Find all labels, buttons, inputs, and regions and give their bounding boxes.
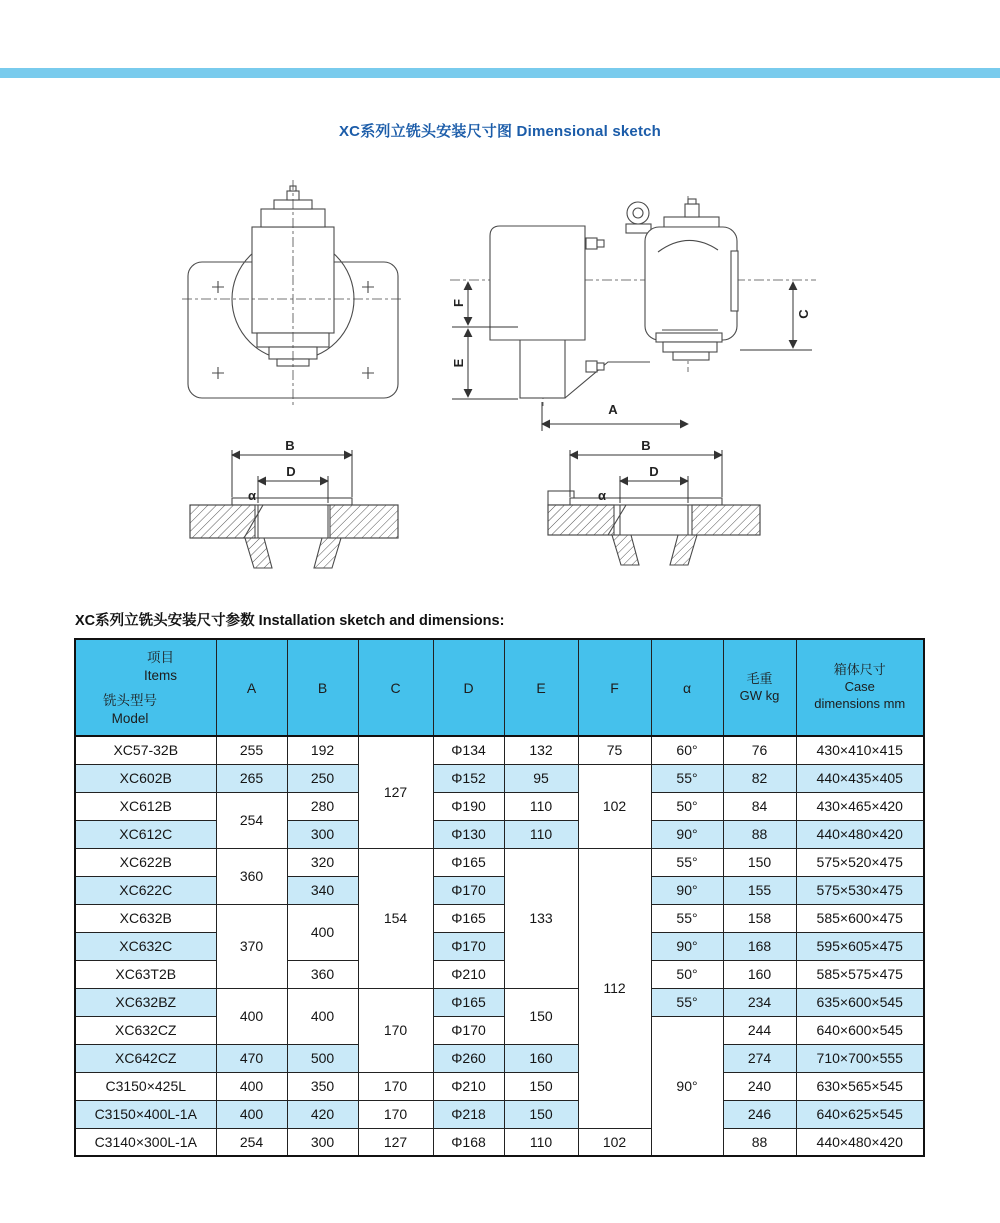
value-cell: 102	[578, 1128, 651, 1156]
section-right-dimensions	[570, 450, 722, 503]
value-cell: 90°	[651, 1016, 723, 1156]
value-cell: 95	[504, 764, 578, 792]
table-row	[75, 904, 924, 932]
value-cell: 585×575×475	[796, 960, 924, 988]
model-cell: XC602B	[75, 764, 216, 792]
value-cell: 400	[287, 988, 358, 1044]
value-cell: 280	[287, 792, 358, 820]
value-cell: 90°	[651, 820, 723, 848]
value-cell: 430×410×415	[796, 736, 924, 764]
value-cell: 320	[287, 848, 358, 876]
value-cell: 75	[578, 736, 651, 764]
value-cell: 360	[216, 848, 287, 904]
model-cell: XC612B	[75, 792, 216, 820]
value-cell: 400	[287, 904, 358, 960]
value-cell: Φ165	[433, 904, 504, 932]
value-cell: 155	[723, 876, 796, 904]
header-items-label: 项目 Items	[143, 650, 177, 684]
dim-label-d: D	[286, 464, 296, 479]
side-view-drawing	[450, 196, 816, 406]
header-col-alpha: α	[651, 639, 723, 736]
model-cell: XC622B	[75, 848, 216, 876]
table-row	[75, 1100, 924, 1128]
value-cell: 635×600×545	[796, 988, 924, 1016]
value-cell: Φ152	[433, 764, 504, 792]
value-cell: 240	[723, 1072, 796, 1100]
value-cell: Φ165	[433, 848, 504, 876]
value-cell: Φ218	[433, 1100, 504, 1128]
value-cell: 112	[578, 848, 651, 1128]
value-cell: 250	[287, 764, 358, 792]
dim-label-f: F	[451, 299, 466, 307]
dim-label-e: E	[451, 358, 466, 368]
model-cell: C3150×425L	[75, 1072, 216, 1100]
page-title: XC系列立铣头安装尺寸图 Dimensional sketch	[338, 123, 662, 140]
value-cell: Φ130	[433, 820, 504, 848]
value-cell: 300	[287, 1128, 358, 1156]
table-header-row	[75, 639, 924, 736]
value-cell: Φ190	[433, 792, 504, 820]
value-cell: Φ260	[433, 1044, 504, 1072]
dim-label-alpha: α	[248, 488, 256, 503]
value-cell: 110	[504, 1128, 578, 1156]
value-cell: 88	[723, 1128, 796, 1156]
value-cell: 158	[723, 904, 796, 932]
model-cell: XC632B	[75, 904, 216, 932]
spec-table-body	[75, 736, 924, 1156]
value-cell: 640×625×545	[796, 1100, 924, 1128]
value-cell: 595×605×475	[796, 932, 924, 960]
value-cell: 55°	[651, 988, 723, 1016]
value-cell: 88	[723, 820, 796, 848]
value-cell: 150	[504, 1100, 578, 1128]
value-cell: 440×435×405	[796, 764, 924, 792]
value-cell: 255	[216, 736, 287, 764]
value-cell: 84	[723, 792, 796, 820]
value-cell: 168	[723, 932, 796, 960]
model-cell: C3140×300L-1A	[75, 1128, 216, 1156]
value-cell: 132	[504, 736, 578, 764]
value-cell: 160	[723, 960, 796, 988]
table-row	[75, 764, 924, 792]
dim-label-b: B	[641, 438, 651, 453]
header-corner-cell	[75, 639, 216, 736]
model-cell: XC63T2B	[75, 960, 216, 988]
value-cell: 90°	[651, 876, 723, 904]
model-cell: XC612C	[75, 820, 216, 848]
value-cell: 254	[216, 1128, 287, 1156]
model-cell: XC622C	[75, 876, 216, 904]
header-col-a: A	[216, 639, 287, 736]
model-cell: XC57-32B	[75, 736, 216, 764]
value-cell: Φ170	[433, 1016, 504, 1044]
value-cell: Φ165	[433, 988, 504, 1016]
model-cell: XC632BZ	[75, 988, 216, 1016]
value-cell: 127	[358, 736, 433, 848]
table-row	[75, 1072, 924, 1100]
value-cell: 440×480×420	[796, 820, 924, 848]
table-row	[75, 1016, 924, 1044]
table-row	[75, 736, 924, 764]
value-cell: 150	[504, 988, 578, 1044]
value-cell: 265	[216, 764, 287, 792]
value-cell: 400	[216, 1100, 287, 1128]
value-cell: Φ134	[433, 736, 504, 764]
value-cell: 170	[358, 988, 433, 1072]
value-cell: 244	[723, 1016, 796, 1044]
value-cell: 370	[216, 904, 287, 988]
table-row	[75, 848, 924, 876]
value-cell: 150	[723, 848, 796, 876]
value-cell: 420	[287, 1100, 358, 1128]
dim-label-b: B	[285, 438, 295, 453]
value-cell: Φ168	[433, 1128, 504, 1156]
value-cell: 110	[504, 792, 578, 820]
value-cell: 170	[358, 1072, 433, 1100]
value-cell: 710×700×555	[796, 1044, 924, 1072]
header-col-b: B	[287, 639, 358, 736]
table-row	[75, 960, 924, 988]
value-cell: 90°	[651, 932, 723, 960]
section-view-right	[548, 491, 760, 565]
value-cell: 575×530×475	[796, 876, 924, 904]
value-cell: 340	[287, 876, 358, 904]
value-cell: 55°	[651, 764, 723, 792]
value-cell: 133	[504, 848, 578, 988]
header-col-gw: 毛重 GW kg	[723, 639, 796, 736]
dim-label-alpha: α	[598, 488, 606, 503]
value-cell: 127	[358, 1128, 433, 1156]
value-cell: 170	[358, 1100, 433, 1128]
model-cell: XC642CZ	[75, 1044, 216, 1072]
value-cell: 470	[216, 1044, 287, 1072]
value-cell: 254	[216, 792, 287, 848]
value-cell: 246	[723, 1100, 796, 1128]
value-cell: 350	[287, 1072, 358, 1100]
value-cell: 60°	[651, 736, 723, 764]
value-cell: 50°	[651, 960, 723, 988]
value-cell: 192	[287, 736, 358, 764]
value-cell: 160	[504, 1044, 578, 1072]
value-cell: 400	[216, 1072, 287, 1100]
header-col-case: 箱体尺寸 Case dimensions mm	[796, 639, 924, 736]
model-cell: XC632C	[75, 932, 216, 960]
dim-label-d: D	[649, 464, 659, 479]
table-row	[75, 1044, 924, 1072]
value-cell: Φ210	[433, 960, 504, 988]
value-cell: 430×465×420	[796, 792, 924, 820]
value-cell: 154	[358, 848, 433, 988]
model-cell: XC632CZ	[75, 1016, 216, 1044]
value-cell: 150	[504, 1072, 578, 1100]
header-col-f: F	[578, 639, 651, 736]
value-cell: Φ170	[433, 932, 504, 960]
value-cell: 640×600×545	[796, 1016, 924, 1044]
dimensions-table-wrap	[74, 638, 925, 1157]
header-model-label: 铣头型号 Model	[103, 692, 157, 726]
header-col-e: E	[504, 639, 578, 736]
model-cell: C3150×400L-1A	[75, 1100, 216, 1128]
value-cell: 585×600×475	[796, 904, 924, 932]
table-row	[75, 792, 924, 820]
table-row	[75, 820, 924, 848]
value-cell: 82	[723, 764, 796, 792]
dim-label-c: C	[796, 309, 811, 319]
value-cell: Φ170	[433, 876, 504, 904]
value-cell: Φ210	[433, 1072, 504, 1100]
value-cell: 300	[287, 820, 358, 848]
header-col-d: D	[433, 639, 504, 736]
value-cell: 575×520×475	[796, 848, 924, 876]
header-col-c: C	[358, 639, 433, 736]
value-cell: 50°	[651, 792, 723, 820]
table-row	[75, 876, 924, 904]
value-cell: 274	[723, 1044, 796, 1072]
value-cell: 55°	[651, 904, 723, 932]
value-cell: 440×480×420	[796, 1128, 924, 1156]
value-cell: 500	[287, 1044, 358, 1072]
value-cell: 76	[723, 736, 796, 764]
section-heading: XC系列立铣头安装尺寸参数 Installation sketch and dimensions:	[75, 613, 505, 629]
value-cell: 110	[504, 820, 578, 848]
dimensions-table	[74, 638, 925, 1157]
front-view-drawing	[182, 180, 404, 406]
dim-label-a: A	[608, 402, 618, 417]
value-cell: 630×565×545	[796, 1072, 924, 1100]
value-cell: 400	[216, 988, 287, 1044]
section-view-left	[190, 498, 398, 568]
value-cell: 55°	[651, 848, 723, 876]
table-row	[75, 932, 924, 960]
table-row	[75, 1128, 924, 1156]
value-cell: 102	[578, 764, 651, 848]
value-cell: 234	[723, 988, 796, 1016]
table-row	[75, 988, 924, 1016]
value-cell: 360	[287, 960, 358, 988]
